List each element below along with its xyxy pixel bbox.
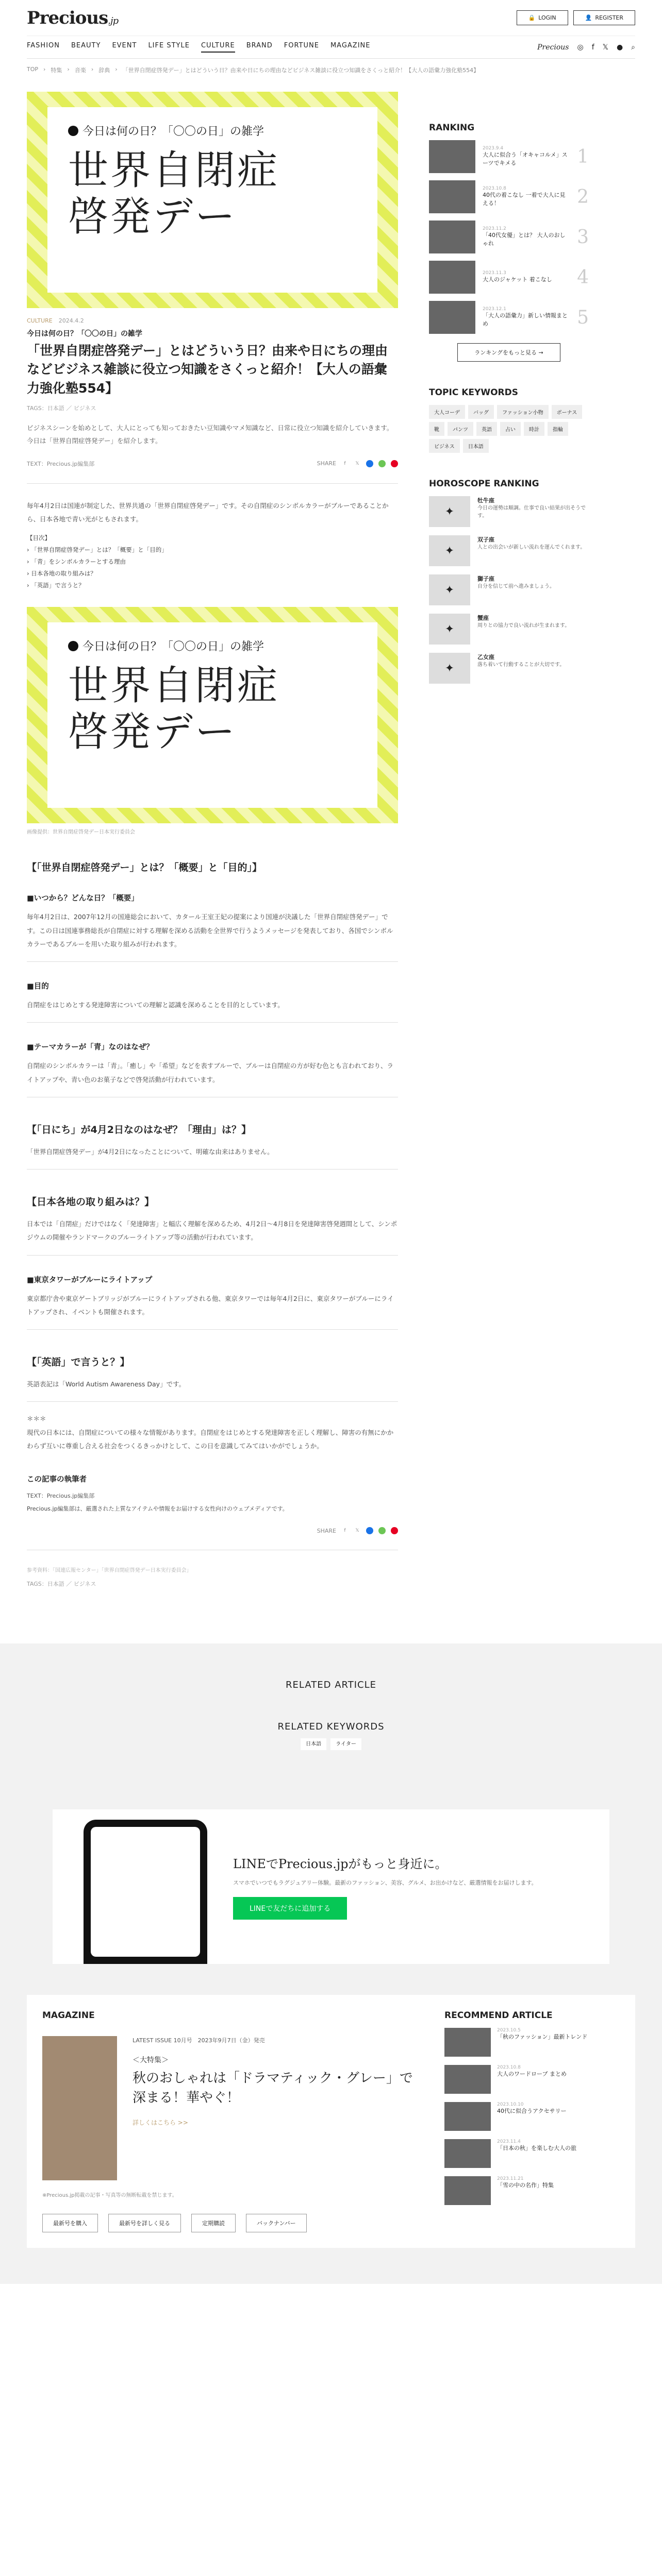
horoscope-item[interactable]: [429, 614, 589, 645]
paragraph: 自閉症のシンボルカラーは「青」。「癒し」や「希望」などを表すブルーで、ブルーは自閉症の方が好む色とも言われており、ライトアップや、青い色のお菓子などで啓発活動が行われています。: [27, 1062, 393, 1083]
ranking-number: 2: [577, 186, 589, 208]
horoscope-desc: 周りとの協力で良い流れが生まれます。: [477, 623, 570, 629]
footer-button[interactable]: バックナンバー: [246, 2214, 307, 2232]
horoscope-text: [477, 653, 565, 684]
login-button[interactable]: [517, 10, 568, 25]
hero-image: [27, 92, 398, 308]
line-icon[interactable]: ●: [616, 43, 623, 52]
recommend-title: 「雪の中の名作」特集: [497, 2182, 554, 2189]
horoscope-sign: 蟹座: [477, 615, 489, 621]
toc-item[interactable]: › 「世界自閉症啓発デー」とは？「概要」と「目的」: [27, 546, 168, 554]
paragraph: 現代の日本には、自閉症についての様々な情報があります。自閉症をはじめとする発達障害を正しく理解し、障害の有無にかかわらず互いに尊重し合える社会をつくるきっかけとして、この日を意識してみてはいかがでしょうか。: [27, 1428, 394, 1450]
sub-heading: ■東京タワーがブルーにライトアップ: [27, 1276, 153, 1284]
keyword-tag[interactable]: 靴: [429, 422, 444, 436]
article-title: 「世界自閉症啓発デー」とはどういう日？由来や日にちの理由などビジネス雑談に役立つ知識をさくっと紹介！【大人の語彙力強化塾554】: [27, 343, 388, 396]
nav-item-event[interactable]: EVENT: [112, 42, 137, 49]
article-tags[interactable]: TAGS：日本語 ／ ビジネス: [27, 404, 96, 412]
footnote: ※Precious.jp掲載の記事・写真等の無断転載を禁じます。: [42, 2193, 177, 2199]
ranking-text: [483, 307, 570, 329]
register-label: REGISTER: [595, 14, 623, 21]
nav-item-magazine[interactable]: MAGAZINE: [330, 42, 371, 49]
related-keyword-tag[interactable]: ライター: [330, 1738, 361, 1750]
magazine-cover[interactable]: [42, 2036, 117, 2180]
hero-title-line-2: 啓発デー: [68, 193, 238, 240]
section-heading: 【「世界自閉症啓発デー」とは？「概要」と「目的」】: [27, 862, 262, 874]
x-icon[interactable]: 𝕏: [602, 43, 608, 52]
recommend-thumbnail: [444, 2139, 491, 2168]
keyword-tag[interactable]: 大人コーデ: [429, 405, 465, 419]
sub-heading: ■いつから？どんな日？「概要」: [27, 894, 139, 903]
ranking-item[interactable]: [429, 140, 589, 173]
paragraph: 自閉症をはじめとする発達障害についての理解と認識を深めることを目的としています。: [27, 1001, 284, 1009]
keyword-tag[interactable]: ファッション小物: [497, 405, 549, 419]
recommend-date: 2023.11.4: [497, 2139, 521, 2145]
horoscope-text: [477, 574, 555, 605]
horoscope-sign: 獅子座: [477, 575, 494, 582]
section-heading: 【日本各地の取り組みは？】: [27, 1196, 155, 1208]
horoscope-illustration: ✦: [429, 653, 470, 684]
ranking-text: [483, 270, 552, 284]
recommend-item[interactable]: [444, 2176, 604, 2205]
nav-item-life-style[interactable]: LIFE STYLE: [148, 42, 190, 49]
ranking-title: 大人のジャケット 着こなし: [483, 276, 552, 283]
horoscope-desc: 人との出会いが新しい流れを運んでくれます。: [477, 545, 586, 550]
recommend-date: 2023.10.10: [497, 2102, 524, 2108]
horoscope-item[interactable]: [429, 574, 589, 605]
footer-button[interactable]: 定期購読: [191, 2214, 236, 2232]
breadcrumb-item[interactable]: 音楽: [74, 67, 86, 74]
toc-item[interactable]: › 「英語」で言うと？: [27, 582, 85, 589]
magazine-issue: LATEST ISSUE 10月号 2023年9月7日（金）発売: [132, 2037, 265, 2044]
login-label: LOGIN: [538, 14, 556, 21]
hatena-share-icon[interactable]: [366, 460, 373, 467]
related-keywords-title: RELATED KEYWORDS: [277, 1721, 385, 1733]
footer-button[interactable]: 最新号を購入: [42, 2214, 98, 2232]
hatena-share-icon[interactable]: [366, 1527, 373, 1534]
paragraph: 「世界自閉症啓発デー」が4月2日になったことについて、明確な由来はありません。: [27, 1147, 274, 1156]
ranking-thumbnail: [429, 261, 475, 294]
keyword-tag[interactable]: パンツ: [448, 422, 473, 436]
image-title-line-1: 世界自閉症: [68, 663, 280, 709]
keyword-tag[interactable]: 指輪: [548, 422, 568, 436]
keyword-tag[interactable]: 時計: [524, 422, 544, 436]
toc-item[interactable]: › 日本各地の取り組みは？: [27, 570, 96, 578]
brand-logo[interactable]: [27, 8, 118, 28]
horoscope-text: [477, 535, 585, 566]
hero-subtitle: 今日は何の日？「〇〇の日」の雑学: [82, 125, 264, 138]
ranking-date: 2023.10.8: [483, 185, 506, 191]
recommend-title: RECOMMEND ARTICLE: [444, 2010, 553, 2021]
author-name: TEXT：Precious.jp編集部: [27, 1493, 95, 1499]
recommend-text: [497, 2028, 587, 2057]
ranking-more-button[interactable]: ランキングをもっと見る →: [457, 343, 560, 362]
keyword-tag[interactable]: 英語: [476, 422, 497, 436]
line-share-icon[interactable]: [378, 460, 386, 467]
line-banner: [53, 1809, 609, 1964]
recommend-thumbnail: [444, 2065, 491, 2094]
ranking-number: 3: [577, 226, 589, 248]
image-caption: 画像提供：世界自閉症啓発デー日本実行委員会: [27, 829, 135, 836]
breadcrumb-separator: ›: [91, 66, 94, 73]
ranking-thumbnail: [429, 221, 475, 253]
facebook-share-icon[interactable]: f: [344, 1528, 346, 1534]
pinterest-share-icon[interactable]: [391, 460, 398, 467]
pinterest-share-icon[interactable]: [391, 1527, 398, 1534]
ranking-number: 4: [577, 266, 589, 288]
paragraph: 毎年4月2日は、2007年12月の国連総会において、カタール王室王妃の提案により国連が決議した「世界自閉症啓発デー」です。この日は国連事務総長が自閉症に対する理解を深める活動を全世界で行うようメッセージを発表しており、各国でシンボルカラーであるブルーを用いた取り組みが行われます。: [27, 913, 393, 948]
recommend-text: [497, 2176, 554, 2205]
nav-item-beauty[interactable]: BEAUTY: [71, 42, 101, 49]
horoscope-desc: 落ち着いて行動することが大切です。: [477, 662, 565, 668]
paragraph: 東京都庁舎や東京ゲートブリッジがブルーにライトアップされる他、東京タワーでは毎年4月2日に、東京タワーがブルーにライトアップされ、イベントも開催されます。: [27, 1294, 394, 1316]
line-title: LINEでPrecious.jpがもっと身近に。: [233, 1856, 448, 1871]
line-description: スマホでいつでもラグジュアリー体験。最新のファッション、美容、グルメ、お出かけなど、厳選情報をお届けします。: [233, 1879, 537, 1886]
ranking-item[interactable]: [429, 301, 589, 334]
dot-icon: [68, 126, 78, 136]
keyword-tag[interactable]: ボーナス: [552, 405, 583, 419]
horoscope-item[interactable]: [429, 496, 589, 527]
toc-item[interactable]: › 「青」をシンボルカラーとする理由: [27, 558, 126, 566]
recommend-thumbnail: [444, 2028, 491, 2057]
ranking-text: [483, 186, 570, 208]
breadcrumb-item[interactable]: TOP: [27, 66, 39, 73]
dot-icon: [68, 641, 78, 651]
horoscope-sign: 双子座: [477, 536, 494, 543]
recommend-title: 「秋のファッション」最新トレンド: [497, 2033, 588, 2041]
share-bar: SHARE f 𝕏: [317, 460, 398, 467]
recommend-item[interactable]: [444, 2102, 604, 2131]
brand-suffix: .jp: [108, 15, 119, 26]
ranking-date: 2023.11.3: [483, 270, 506, 276]
recommend-item[interactable]: [444, 2065, 604, 2094]
recommend-title: 40代に似合うアクセサリー: [497, 2108, 567, 2115]
sub-heading: ■テーマカラーが「青」なのはなぜ？: [27, 1043, 154, 1052]
search-icon[interactable]: ⌕: [631, 43, 635, 52]
recommend-title: 大人のワードローブ まとめ: [497, 2071, 567, 2078]
section-heading: 【「英語」で言うと？】: [27, 1357, 130, 1368]
horoscope-sign: 牡牛座: [477, 497, 494, 504]
magazine-feature-title: 秋のおしゃれは「ドラマティック・グレー」で深まる！華やぐ！: [132, 2071, 413, 2106]
horoscope-item[interactable]: [429, 535, 589, 566]
magazine-title: MAGAZINE: [42, 2010, 95, 2021]
ranking-text: [483, 226, 570, 248]
recommend-text: [497, 2065, 567, 2094]
breadcrumb-item: 「世界自閉症啓発デー」とはどういう日？由来や日にちの理由などビジネス雑談に役立つ知識をさくっと紹介！【大人の語彙力強化塾554】: [122, 67, 479, 74]
nav-item-fashion[interactable]: FASHION: [27, 42, 60, 49]
keyword-tag[interactable]: ビジネス: [429, 439, 460, 453]
line-share-icon[interactable]: [378, 1527, 386, 1534]
recommend-item[interactable]: [444, 2139, 604, 2168]
paragraph: 日本では「自閉症」だけではなく「発達障害」と幅広く理解を深めるため、4月2日〜4月8日を発達障害啓発週間として、シンポジウムの開催やランドマークのブルーライトアップ等の活動が行われています。: [27, 1220, 398, 1242]
breadcrumb-item[interactable]: 辞典: [98, 67, 110, 74]
ranking-title: 40代の着こなし 一着で大人に見える！: [483, 191, 566, 207]
recommend-date: 2023.10.5: [497, 2028, 521, 2033]
breadcrumb-item[interactable]: 特集: [51, 67, 62, 74]
magazine-logo[interactable]: Precious: [537, 43, 569, 52]
breadcrumb: [27, 59, 635, 81]
horoscope-illustration: ✦: [429, 574, 470, 605]
horoscope-text: [477, 496, 589, 527]
table-of-contents: [27, 532, 398, 591]
author-heading: この記事の執筆者: [27, 1476, 87, 1484]
horoscope-sign: 乙女座: [477, 654, 494, 660]
ranking-date: 2023.12.1: [483, 306, 506, 312]
recommend-thumbnail: [444, 2102, 491, 2131]
ranking-item[interactable]: [429, 221, 589, 253]
horoscope-illustration: ✦: [429, 535, 470, 566]
ranking-thumbnail: [429, 180, 475, 213]
horoscope-illustration: ✦: [429, 614, 470, 645]
toc-title: 【目次】: [27, 534, 51, 542]
user-icon: 👤: [585, 14, 592, 21]
horoscope-desc: 自分を信じて前へ進みましょう。: [477, 584, 555, 589]
publish-date: 2024.4.2: [58, 317, 84, 324]
author-bio: Precious.jp編集部は、厳選された上質なアイテムや情報をお届けする女性向けのウェブメディアです。: [27, 1505, 288, 1512]
ranking-item[interactable]: [429, 180, 589, 213]
keywords-title: TOPIC KEYWORDS: [429, 387, 518, 398]
image-subtitle: 今日は何の日？「〇〇の日」の雑学: [82, 640, 264, 654]
lock-icon: 🔒: [528, 14, 536, 21]
magazine-more-link[interactable]: 詳しくはこちら >>: [132, 2119, 188, 2127]
ranking-title: RANKING: [429, 123, 475, 133]
line-add-friend-button[interactable]: LINEで友だちに追加する: [233, 1897, 347, 1920]
ranking-title: 「40代女優」とは？ 大人のおしゃれ: [483, 231, 566, 247]
ranking-number: 1: [577, 146, 589, 167]
ranking-text: [483, 146, 570, 168]
article-tags-bottom[interactable]: TAGS：日本語 ／ ビジネス: [27, 1581, 96, 1588]
recommend-date: 2023.11.21: [497, 2176, 524, 2182]
footer-button[interactable]: 最新号を詳しく見る: [108, 2214, 181, 2232]
magazine-feature-label: ＜大特集＞: [132, 2056, 169, 2065]
ranking-title: 大人に似合う「オキャコルメ」スーツでキメる: [483, 151, 568, 166]
recommend-text: [497, 2139, 576, 2168]
section-heading: 【「日にち」が4月2日なのはなぜ？「理由」は？】: [27, 1124, 251, 1136]
breadcrumb-separator: ›: [115, 66, 118, 73]
horoscope-item[interactable]: [429, 653, 589, 684]
nav-item-culture[interactable]: CULTURE: [201, 42, 235, 53]
facebook-icon[interactable]: f: [591, 43, 594, 52]
keyword-tag[interactable]: バッグ: [468, 405, 494, 419]
facebook-share-icon[interactable]: f: [344, 461, 346, 466]
nav-item-fortune[interactable]: FORTUNE: [284, 42, 319, 49]
hero-title-line-1: 世界自閉症: [68, 147, 280, 194]
byline: TEXT：Precious.jp編集部: [27, 460, 95, 467]
nav-item-brand[interactable]: BRAND: [246, 42, 273, 49]
recommend-title: 「日本の秋」を楽しむ大人の旅: [497, 2145, 576, 2152]
ranking-thumbnail: [429, 301, 475, 334]
recommend-item[interactable]: [444, 2028, 604, 2057]
x-share-icon[interactable]: 𝕏: [355, 1528, 359, 1534]
sub-heading: ■目的: [27, 982, 49, 991]
article-kicker: 今日は何の日？「〇〇の日」の雑学: [27, 330, 142, 338]
related-keyword-tag[interactable]: 日本語: [301, 1738, 326, 1750]
breadcrumb-separator: ›: [67, 66, 70, 73]
article-image: [27, 607, 398, 823]
share-bar-bottom: SHARE f 𝕏: [317, 1527, 398, 1534]
horoscope-title: HOROSCOPE RANKING: [429, 479, 539, 489]
references: 参考資料：「国連広報センター」「世界自閉症啓発デー日本実行委員会」: [27, 1568, 192, 1574]
recommend-thumbnail: [444, 2176, 491, 2205]
related-article-title: RELATED ARTICLE: [286, 1680, 376, 1691]
x-share-icon[interactable]: 𝕏: [355, 461, 359, 466]
ranking-date: 2023.9.4: [483, 145, 504, 151]
ranking-date: 2023.11.2: [483, 226, 506, 231]
ranking-item[interactable]: [429, 261, 589, 294]
ranking-number: 5: [577, 307, 589, 328]
phone-mockup: [84, 1820, 207, 1964]
instagram-icon[interactable]: ◎: [577, 43, 584, 52]
keyword-tag[interactable]: 占い: [500, 422, 521, 436]
recommend-text: [497, 2102, 567, 2131]
breadcrumb-separator: ›: [43, 66, 46, 73]
ranking-title: 「大人の語彙力」新しい情報まとめ: [483, 312, 568, 327]
keyword-tag[interactable]: 日本語: [463, 439, 489, 453]
intro-paragraph: 毎年4月2日は国連が制定した、世界共通の「世界自閉症啓発デー」です。その自閉症のシンボルカラーがブルーであることから、日本各地で青い光がともされます。: [27, 501, 389, 523]
brand-name: Precious: [27, 7, 108, 28]
category-link[interactable]: CULTURE: [27, 317, 53, 324]
horoscope-desc: 今日の運勢は順調。仕事で良い結果が出そうです。: [477, 505, 586, 519]
register-button[interactable]: [573, 10, 635, 25]
article-lead: ビジネスシーンを始めとして、大人にとっても知っておきたい豆知識やマメ知識など、日常に役立つ知識を紹介していきます。今日は「世界自閉症啓発デー」を紹介します。: [27, 423, 393, 445]
recommend-date: 2023.10.8: [497, 2065, 521, 2071]
paragraph: 英語表記は「World Autism Awareness Day」です。: [27, 1380, 186, 1388]
ranking-thumbnail: [429, 140, 475, 173]
horoscope-illustration: ✦: [429, 496, 470, 527]
paragraph: ＊＊＊: [27, 1415, 46, 1423]
horoscope-text: [477, 614, 570, 645]
image-title-line-2: 啓発デー: [68, 708, 238, 755]
